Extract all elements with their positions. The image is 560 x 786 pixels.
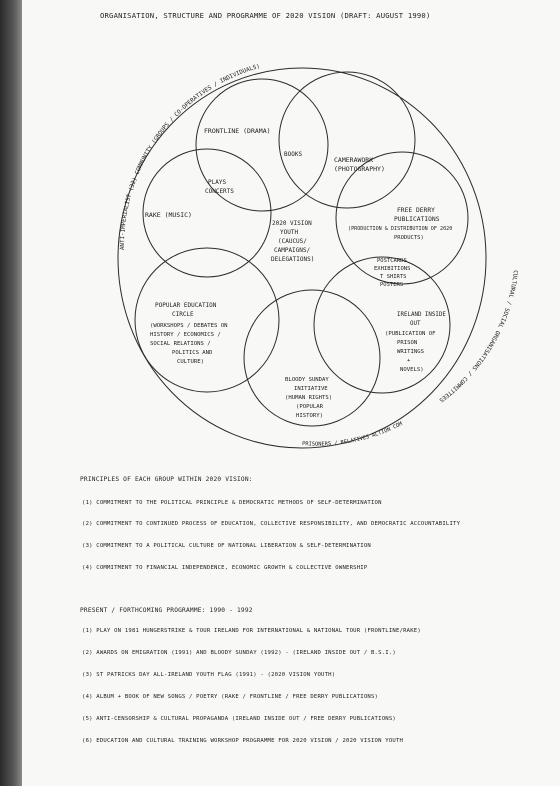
label-inside-out-2: OUT [410,321,421,327]
label-exhibitions: EXHIBITIONS [374,266,411,272]
label-inside-out-6: + [407,358,411,364]
label-bloody-sunday-1: BLOODY SUNDAY [285,377,329,383]
label-center-1: 2020 VISION [272,220,312,227]
programme-item-6: (6) EDUCATION AND CULTURAL TRAINING WORKSHOP PROGRAMME FOR 2020 VISION / 2020 VISION YOUTH [82,738,404,744]
label-concerts: CONCERTS [205,188,234,195]
outer-label-left: ANTI-IMPERIALIST (32) COMMUNITY (GROUPS / CO-OPERATIVES / INDIVIDUALS) [119,63,261,251]
programme-item-1: (1) PLAY ON 1981 HUNGERSTRIKE & TOUR IRELAND FOR INTERNATIONAL & NATIONAL TOUR (FRONTLINE/RAKE) [82,628,421,634]
label-free-derry-1: FREE DERRY [397,207,435,214]
document-page [22,0,560,786]
label-popular-ed-4: HISTORY / ECONOMICS / [150,332,221,338]
label-popular-ed-2: CIRCLE [172,311,194,318]
venn-diagram [22,0,560,460]
programme-item-2: (2) AWARDS ON EMIGRATION (1991) AND BLOODY SUNDAY (1992) - (IRELAND INSIDE OUT / B.S.I.) [82,650,396,656]
label-popular-ed-1: POPULAR EDUCATION [155,302,217,309]
principle-item-4: (4) COMMITMENT TO FINANCIAL INDEPENDENCE, ECONOMIC GROWTH & COLLECTIVE OWNERSHIP [82,565,368,571]
programme-item-5: (5) ANTI-CENSORSHIP & CULTURAL PROPAGANDA (IRELAND INSIDE OUT / FREE DERRY PUBLICATIONS) [82,716,396,722]
label-inside-out-1: IRELAND INSIDE [397,312,446,318]
label-plays: PLAYS [208,179,227,186]
label-bloody-sunday-2: INITIATIVE [294,386,328,392]
label-posters: POSTERS [380,282,404,288]
label-inside-out-5: WRITINGS [397,349,424,355]
label-camerawork-sub: (PHOTOGRAPHY) [334,165,385,173]
label-inside-out-7: NOVELS) [400,367,424,373]
label-postcards: POSTCARDS [377,258,407,264]
outer-label-bottom: PRISONERS / RELATIVES ACTION COM [301,421,404,448]
label-bloody-sunday-4: (POPULAR [296,404,323,410]
scan-edge [0,0,22,786]
label-free-derry-3: (PRODUCTION & DISTRIBUTION OF 2020 [348,226,453,232]
label-center-4: CAMPAIGNS/ [274,247,311,254]
principle-item-2: (2) COMMITMENT TO CONTINUED PROCESS OF EDUCATION, COLLECTIVE RESPONSIBILITY, AND DEMOCRATIC ACCOUNTABILITY [82,521,461,527]
label-tshirts: T SHIRTS [380,274,407,280]
label-inside-out-3: (PUBLICATION OF [385,331,436,337]
label-books: BOOKS [284,151,303,158]
programme-item-3: (3) ST PATRICKS DAY ALL-IRELAND YOUTH FLAG (1991) - (2020 VISION YOUTH) [82,672,336,678]
label-popular-ed-3: (WORKSHOPS / DEBATES ON [150,323,228,329]
label-popular-ed-6: POLITICS AND [172,350,213,356]
label-center-3: (CAUCUS/ [278,238,307,245]
label-inside-out-4: PRISON [397,340,418,346]
principle-item-3: (3) COMMITMENT TO A POLITICAL CULTURE OF NATIONAL LIBERATION & SELF-DETERMINATION [82,543,371,549]
page-title: ORGANISATION, STRUCTURE AND PROGRAMME OF 2020 VISION (DRAFT: AUGUST 1990) [100,11,431,20]
label-free-derry-4: PRODUCTS) [394,235,424,241]
label-free-derry-2: PUBLICATIONS [394,216,440,223]
label-popular-ed-7: CULTURE) [177,359,204,365]
label-rake: RAKE (MUSIC) [145,211,192,219]
label-bloody-sunday-5: HISTORY) [296,413,323,419]
circle-popular-education [135,248,279,392]
label-bloody-sunday-3: (HUMAN RIGHTS) [285,395,333,401]
label-camerawork: CAMERAWORK [334,156,374,164]
principle-item-1: (1) COMMITMENT TO THE POLITICAL PRINCIPLE & DEMOCRATIC METHODS OF SELF-DETERMINATION [82,500,382,506]
outer-label-right: CULTURAL / SOCIAL ORGANISATIONS / COMMITTEES [437,269,518,403]
label-center-5: DELEGATIONS) [271,256,315,263]
label-frontline: FRONTLINE (DRAMA) [204,127,271,135]
label-center-2: YOUTH [280,229,299,236]
circle-camerawork [279,72,415,208]
principles-heading: PRINCIPLES OF EACH GROUP WITHIN 2020 VISION: [80,476,253,483]
programme-heading: PRESENT / FORTHCOMING PROGRAMME: 1990 - 1992 [80,607,253,614]
programme-item-4: (4) ALBUM + BOOK OF NEW SONGS / POETRY (RAKE / FRONTLINE / FREE DERRY PUBLICATIONS) [82,694,379,700]
label-popular-ed-5: SOCIAL RELATIONS / [150,341,211,347]
